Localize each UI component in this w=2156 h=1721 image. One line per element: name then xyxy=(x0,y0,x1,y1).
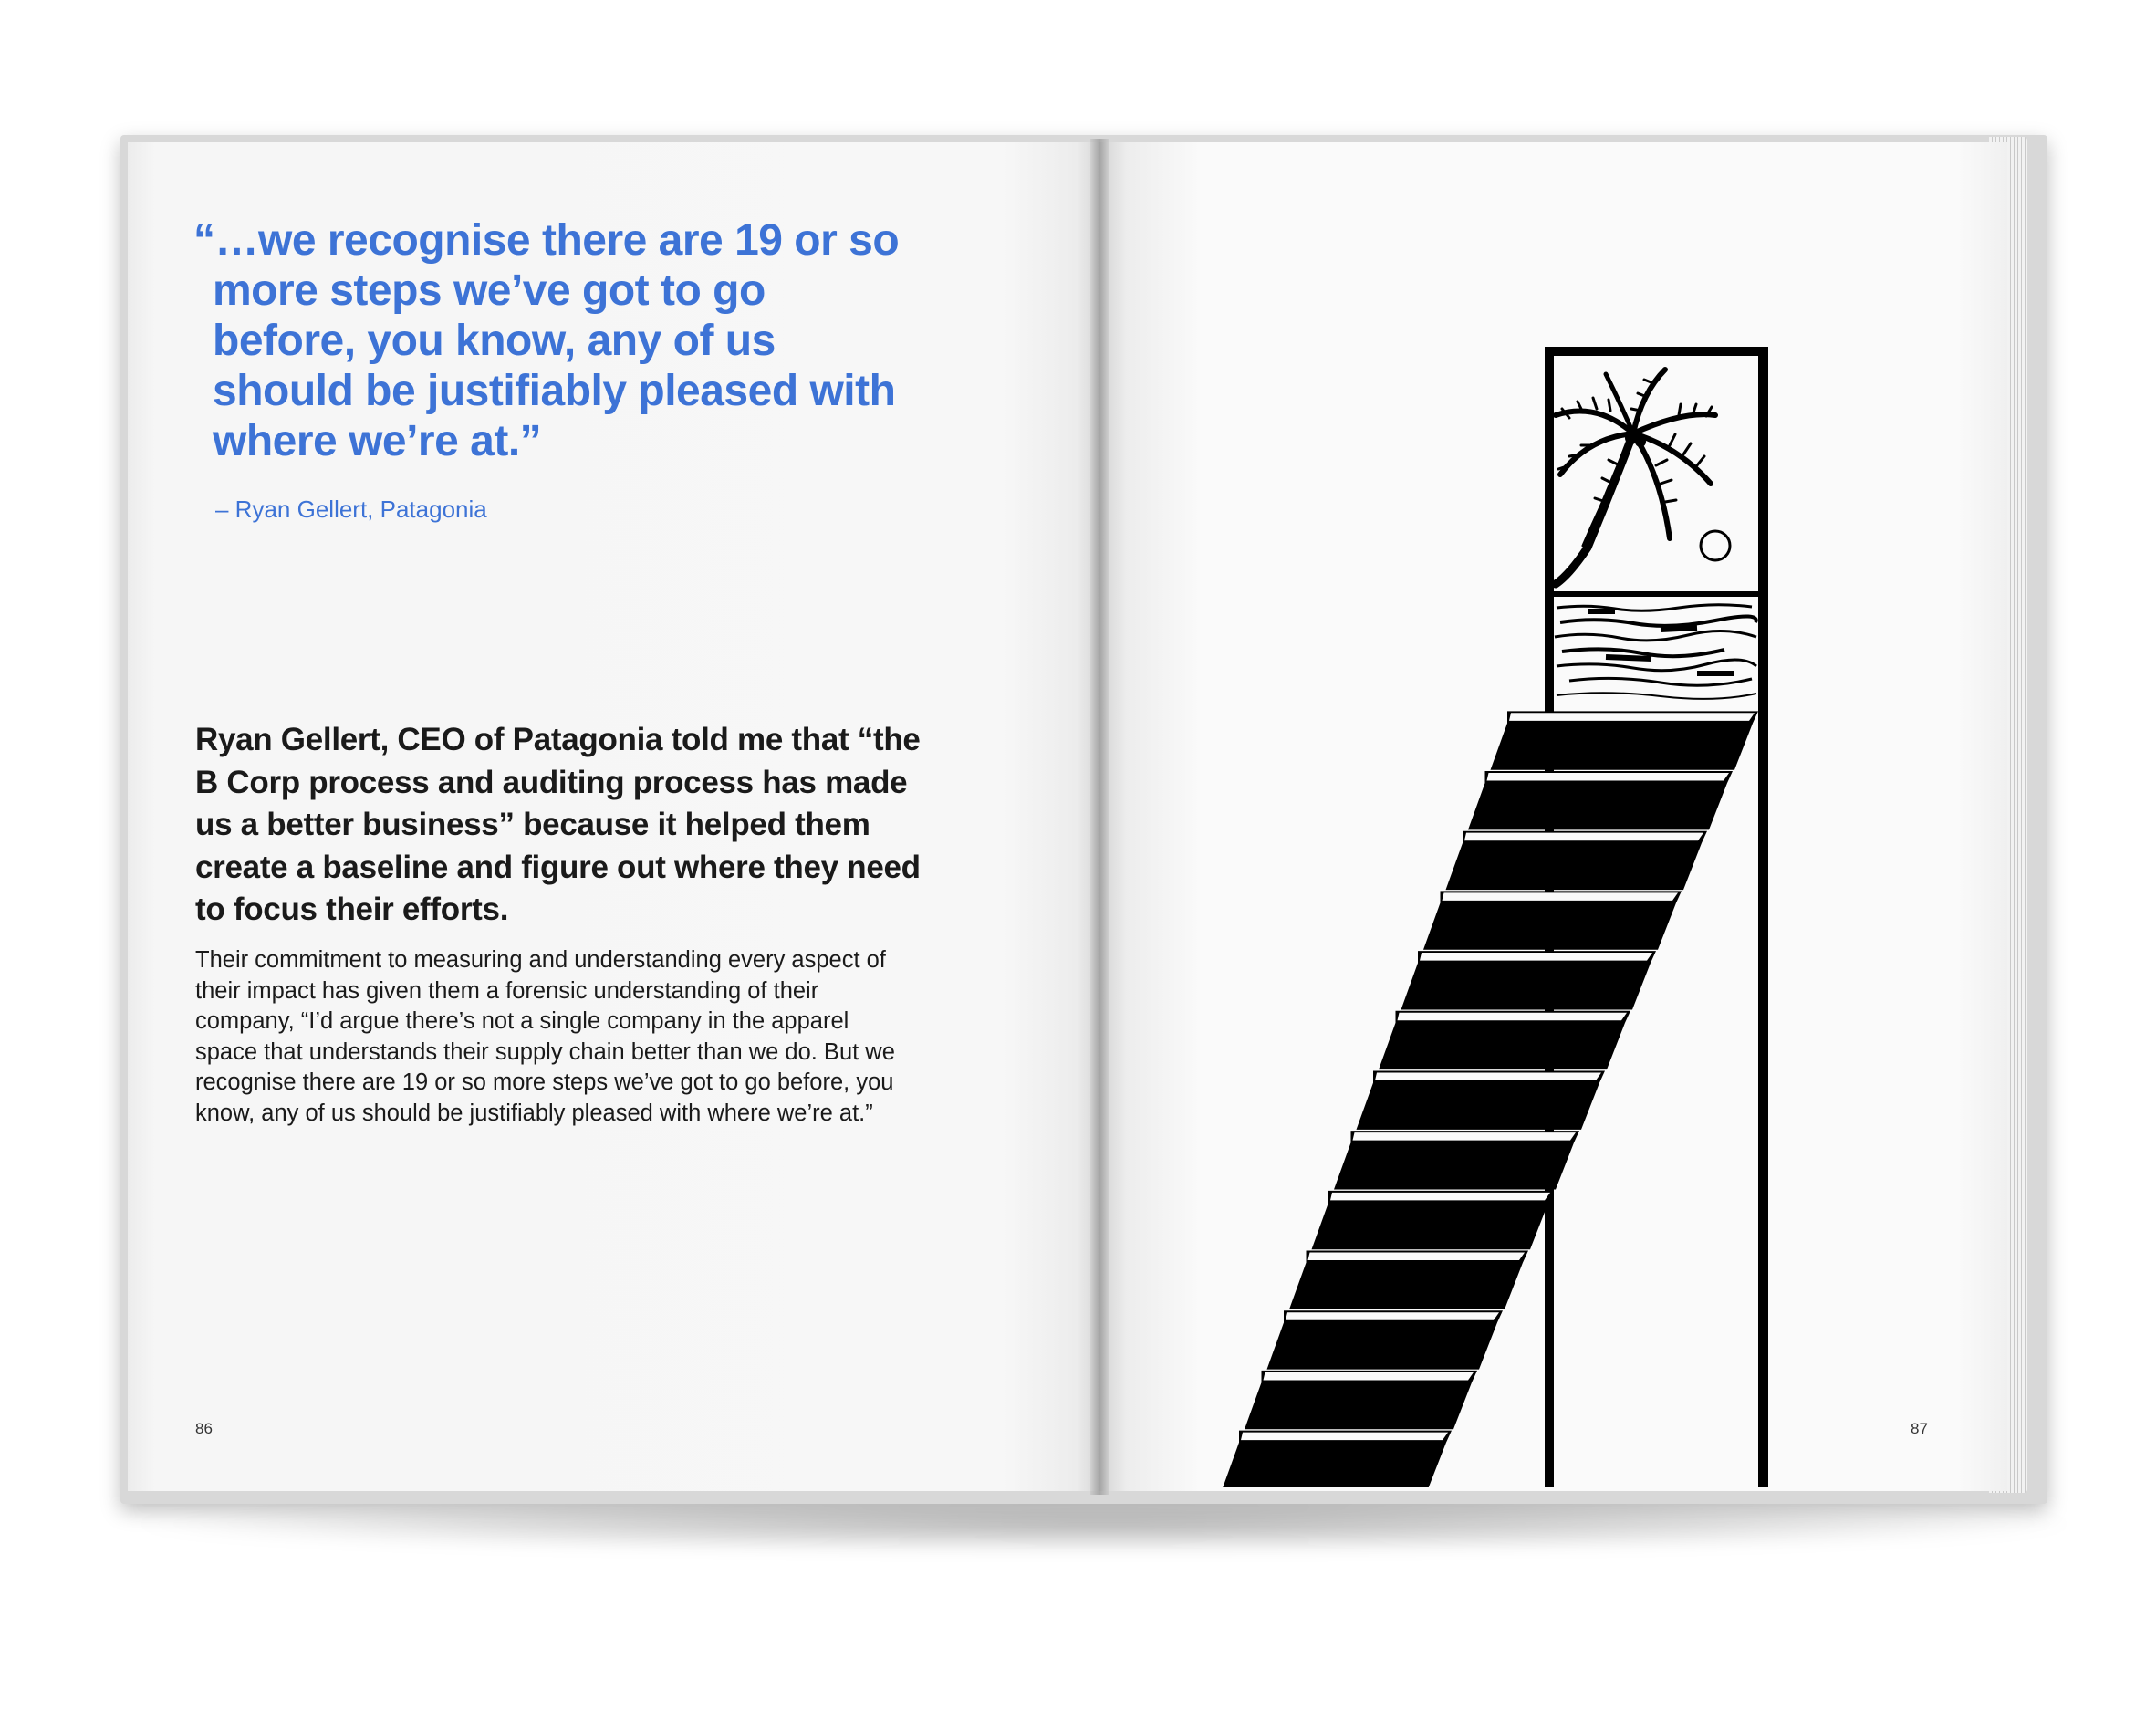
staircase-illustration xyxy=(1204,338,1770,1487)
page-number-right: 87 xyxy=(1911,1420,1928,1437)
body-paragraph: Their commitment to measuring and understanding every aspect of their impact has given them a forensic understanding of their company, “I’d argue there’s not a single company in the apparel space that understands their supply chain better than we do. But we recognise there are 19 or so more steps we’ve got to go before, you know, any of us should be justifiably pleased with where we’re at.” xyxy=(195,947,895,1126)
page-number-left: 86 xyxy=(195,1420,213,1437)
stair-tread xyxy=(1420,953,1652,961)
stair-tread xyxy=(1264,1372,1474,1381)
sea-icon xyxy=(1554,591,1758,699)
stair-tread xyxy=(1375,1072,1601,1080)
stair-tread xyxy=(1398,1013,1628,1021)
stair-tread xyxy=(1353,1132,1577,1141)
lead-paragraph: Ryan Gellert, CEO of Patagonia told me that “the B Corp process and auditing process has made us a better business” because it helped them create a baseline and figure out where they need to focus their efforts. xyxy=(195,722,921,927)
stair-tread xyxy=(1509,713,1755,721)
stair-tread xyxy=(1330,1193,1550,1201)
stair-tread xyxy=(1241,1433,1448,1441)
pull-quote: “…we recognise there are 19 or so more steps we’ve got to go before, you know, any of us should be justifiably pleased with where we’re at.” xyxy=(193,216,900,465)
stair-tread xyxy=(1464,833,1703,841)
palm-tree-icon xyxy=(1556,370,1715,584)
stair-tread xyxy=(1443,892,1679,901)
stair-tread xyxy=(1286,1312,1499,1320)
stair-tread xyxy=(1487,773,1730,781)
book-shadow xyxy=(137,1497,2071,1551)
sun-icon xyxy=(1701,531,1730,560)
stair-tread xyxy=(1308,1253,1526,1261)
book-gutter xyxy=(1090,139,1109,1495)
quote-attribution: – Ryan Gellert, Patagonia xyxy=(215,495,487,523)
staircase xyxy=(1223,711,1759,1487)
